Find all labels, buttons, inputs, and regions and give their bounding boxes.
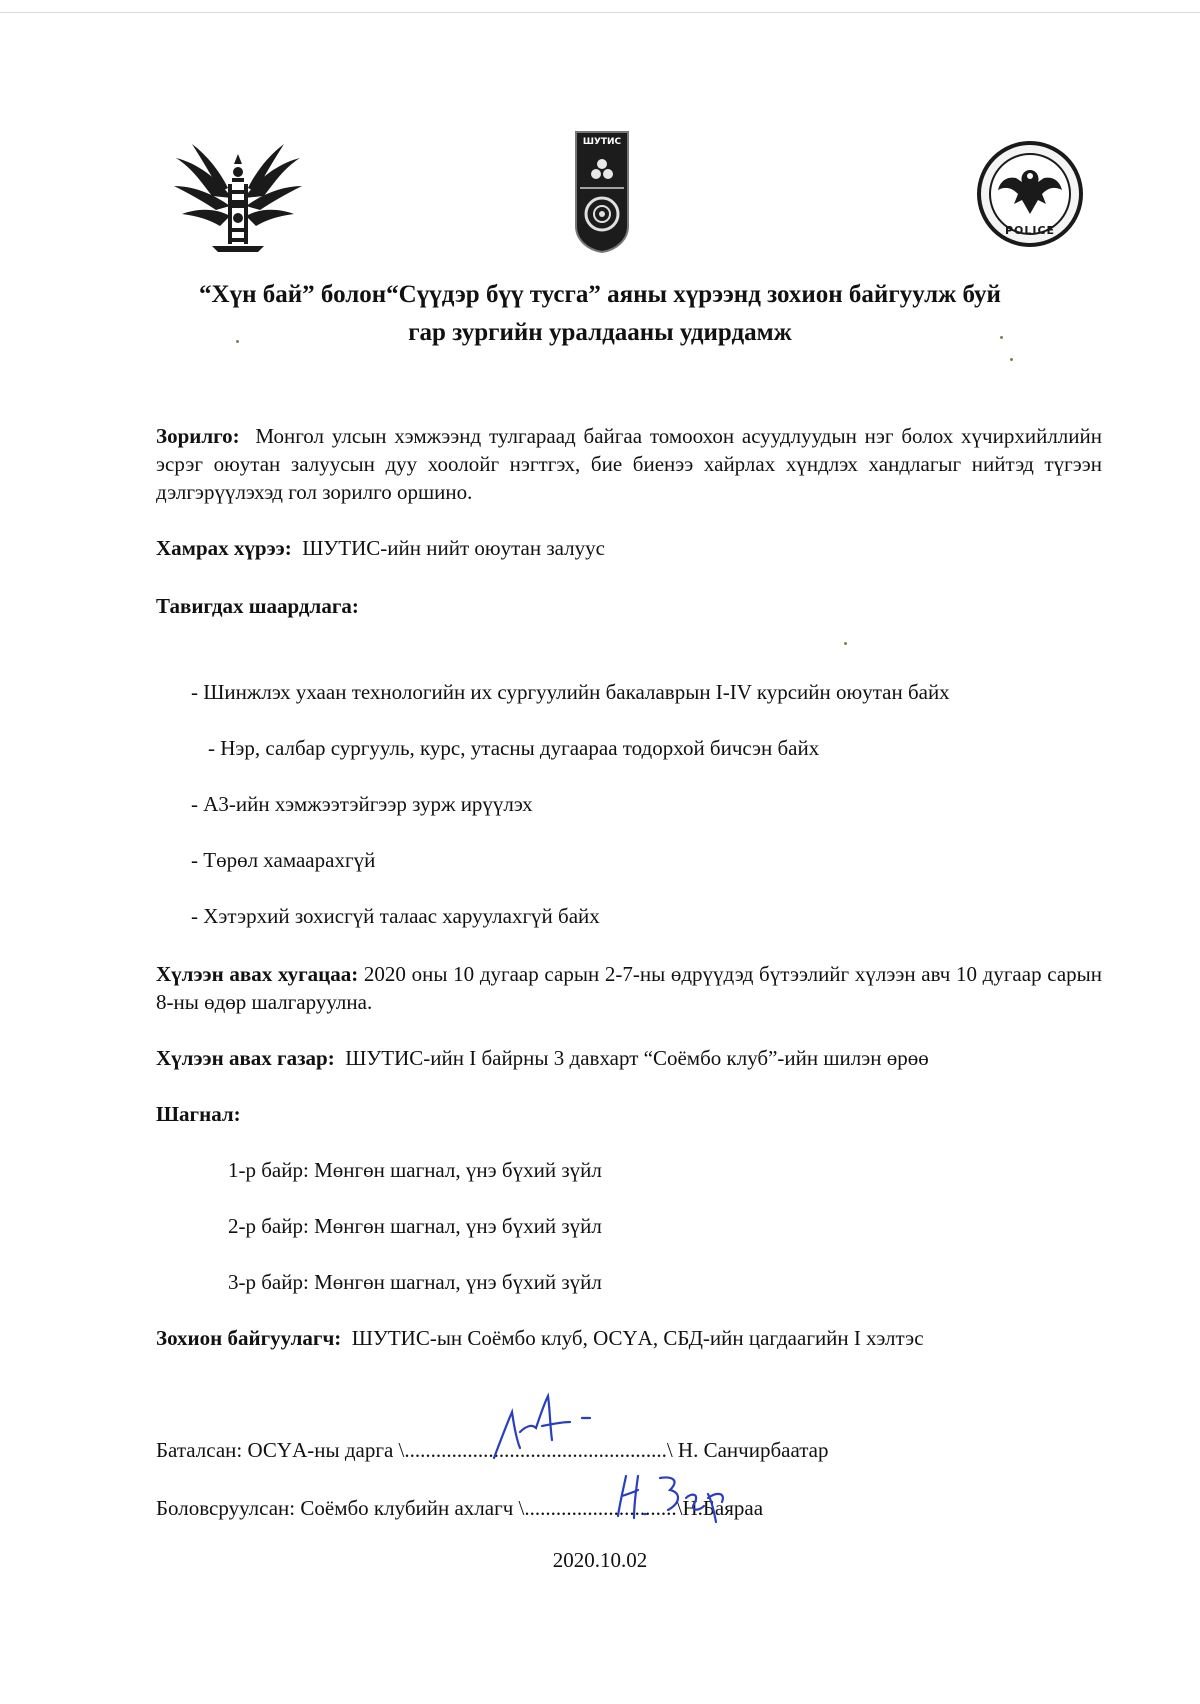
handwritten-signature-2 [608,1468,758,1524]
document-title [60,276,1140,352]
requirement-item: - Шинжлэх ухаан технологийн их сургуулийн бакалаврын I-IV курсийн оюутан байх [191,680,950,704]
organizer-text: ШУТИС-ын Соёмбо клуб, ОСҮА, СБД-ийн цагдаагийн I хэлтэс [351,1326,924,1350]
soyombo-winged-emblem-icon [172,138,304,254]
requirements-label: Тавигдах шаардлага: [156,594,359,618]
police-eagle-seal-icon [976,140,1084,248]
scan-speck [1010,358,1013,361]
title-line-2: гар зургийн уралдааны удирдамж [408,319,792,346]
prepared-line: Боловсруулсан: Соёмбо клубийн ахлагч \.............................\Н.Баяраа [156,1496,764,1520]
requirement-item: - Нэр, салбар сургууль, курс, утасны дугаараа тодорхой бичсэн байх [208,736,820,760]
goal-text: Монгол улсын хэмжээнд тулгараад байгаа томоохон асуудлуудын нэг болох хүчирхийллийн эсрэг оюутан залуусын дуу хоолойг нэгтгэх, бие биенээ хайрлах хүндлэх хандлагыг нийтэд түгээн дэлгэрүүлэхэд гол зорилго оршино. [156,424,1102,504]
prize-item: 3-р байр: Мөнгөн шагнал, үнэ бүхий зүйл [228,1270,602,1294]
shield-emblem-icon [574,130,630,254]
organizer-paragraph [156,1324,1102,1352]
handwritten-signature-1 [486,1392,636,1462]
prize-item: 2-р байр: Мөнгөн шагнал, үнэ бүхий зүйл [228,1214,602,1238]
scope-paragraph [156,534,1102,562]
deadline-paragraph [156,960,1102,1016]
scope-text: ШУТИС-ийн нийт оюутан залуус [302,536,605,560]
scan-speck [1000,336,1003,339]
scope-label: Хамрах хүрээ: [156,536,292,560]
place-text: ШУТИС-ийн I байрны 3 давхарт “Соёмбо клуб”-ийн шилэн өрөө [345,1046,929,1070]
scan-edge-line [0,12,1200,13]
organizer-label: Зохион байгуулагч: [156,1326,342,1350]
prize-heading [156,1100,1102,1128]
prize-item: 1-р байр: Мөнгөн шагнал, үнэ бүхий зүйл [228,1158,602,1182]
requirement-item: - Төрөл хамаарахгүй [191,848,376,872]
scan-speck [236,340,239,343]
place-label: Хүлээн авах газар: [156,1046,335,1070]
requirements-heading [156,592,1102,620]
prize-label: Шагнал: [156,1102,241,1126]
document-date: 2020.10.02 [552,1548,648,1572]
place-paragraph [156,1044,1102,1072]
scan-speck [844,642,847,645]
title-line-1: “Хүн бай” болон“Сүүдэр бүү тусга” аяны хүрээнд зохион байгуулж буй [199,281,1001,308]
requirement-item: - Хэтэрхий зохисгүй талаас харуулахгүй байх [191,904,600,928]
deadline-text: 2020 оны 10 дугаар сарын 2-7-ны өдрүүдэд бүтээлийг хүлээн авч 10 дугаар сарын 8-ны өдөр шалгаруулна. [156,962,1102,1014]
shield-emblem-text: ШУТИС [582,137,622,147]
approved-line: Баталсан: ОСҮА-ны дарга \..................................................\ Н. Санчирбаатар [156,1438,829,1462]
goal-paragraph [156,422,1102,506]
police-seal-text: POLICE [1004,224,1056,237]
requirement-item: - А3-ийн хэмжээтэйгээр зурж ирүүлэх [191,792,533,816]
goal-label: Зорилго: [156,424,240,448]
deadline-label: Хүлээн авах хугацаа: [156,962,359,986]
